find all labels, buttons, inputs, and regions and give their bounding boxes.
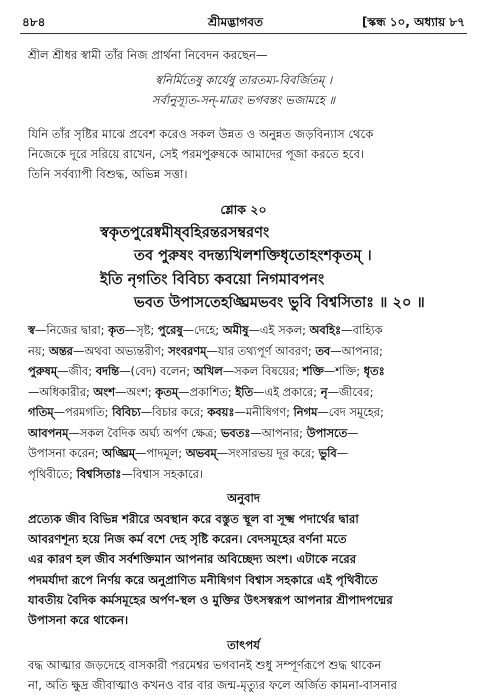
synonyms-block: [28, 320, 465, 484]
synonym-word: কৃত: [108, 323, 125, 337]
synonym-gloss: —অধিকারীর;: [28, 384, 94, 399]
synonym-gloss: উপাসনা করেন;: [28, 446, 103, 460]
translation-line: যাবতীয় বৈদিক কর্মসমূহের অর্পণ-স্থল ও মুক্তির উৎসস্বরূপ আপনার শ্রীপাদপদ্মের: [28, 592, 393, 607]
synonym-word: অংশ: [93, 384, 115, 399]
synonym-word: পুরুষম্: [28, 364, 58, 378]
synonym-gloss: —পরমগতি;: [53, 405, 113, 419]
body-paragraph: [28, 124, 465, 184]
synonym-gloss: —পাদমূল;: [135, 446, 186, 460]
synonym-gloss: —নিজের দ্বারা;: [34, 323, 109, 337]
synonym-gloss: —বাহ্যিক: [341, 323, 383, 337]
paragraph-line: যিনি তাঁর সৃষ্টির মাঝে প্রবেশ করেও সকল উন্নত ও অনুন্নত জড়বিন্যাস থেকে: [28, 127, 374, 141]
synonym-gloss: —আপনার;: [330, 343, 383, 358]
synonym-gloss: —সকল বৈদিক অর্ঘ্য অর্পণ ক্ষেত্র;: [68, 425, 221, 440]
synonym-line: [28, 402, 465, 423]
page-number: ৪৮৪: [22, 15, 46, 29]
translation-line: প্রত্যেক জীব বিভিন্ন শরীরে অবস্থান করে বস্তুত স্থূল বা সূক্ষ্ম পদার্থের দ্বারা: [28, 512, 359, 526]
header-rule: [20, 33, 467, 34]
synonym-word: পুরেষু: [157, 323, 183, 337]
synonym-line: [28, 361, 465, 382]
intro-line: শ্রীল শ্রীধর স্বামী তাঁর নিজ প্রার্থনা নিবেদন করছেন—: [28, 48, 268, 62]
synonym-gloss: —জীবের;: [327, 384, 374, 399]
synonym-gloss: —সৃষ্ট;: [124, 323, 158, 337]
synonym-gloss: —দেহে;: [182, 323, 223, 337]
synonym-word: কবয়ঃ: [207, 405, 235, 419]
verse-line: স্বকৃতপুরেষ্বমীষ্‌বহিরন্তরসম্বরণং: [100, 224, 270, 241]
synonym-line: [28, 423, 465, 444]
paragraph-line: নিজেকে দূরে সরিয়ে রাখেন, সেই পরমপুরুষকে আমাদের পূজা করতে হবে।: [28, 147, 365, 161]
synonym-word: উপাসতে: [306, 425, 348, 440]
synonym-word: নিগম: [293, 405, 318, 419]
synonym-gloss: —(বেদ) বলেন;: [119, 364, 194, 378]
purport-line: বদ্ধ আত্মার জড়দেহে বাসকারী পরমেশ্বর ভগবানই শুধু সম্পূর্ণরূপে শুদ্ধ থাকেন: [28, 658, 382, 672]
paragraph-line: তিনি সর্বব্যাপী বিশুদ্ধ, অভিন্ন সত্তা।: [28, 167, 188, 181]
verse-line: তব পুরুষং বদন্ত্যখিলশক্তিধৃতোহংশকৃতম্ ।: [134, 247, 372, 264]
synonym-word: স্ব: [28, 323, 35, 337]
synonym-word: ভবতঃ: [220, 425, 251, 440]
synonym-word: নৃ: [320, 384, 328, 399]
synonym-gloss: —যার তথ্যপূর্ণ আবরণ;: [206, 343, 316, 358]
prayer-line: সর্বানুস্যূত-সন্-মাত্রং ভগবন্তং ভজামহে ॥: [151, 93, 336, 107]
synonym-gloss: —মনীষিগণ;: [234, 405, 294, 419]
synonym-word: কৃতম্: [155, 384, 179, 399]
prayer-line: স্বনির্মিতেষু কার্যেষু তারতম্য-বিবর্জিতম্ ।: [154, 73, 333, 87]
synonym-gloss: —বিশ্বাস সহকারে।: [121, 466, 204, 481]
chapter-reference: [স্কন্ধ ১০, অধ্যায় ৮৭: [361, 15, 465, 29]
synonym-word: অভবম্: [185, 446, 217, 460]
translation-line: এর কারণ হল জীব সর্বশক্তিমান আপনার অবিচ্ছেদ্য অংশ। এটাকে নরের: [28, 552, 357, 567]
synonym-word: অমীষু: [222, 323, 249, 337]
synonym-word: গতিম্: [28, 405, 54, 419]
synonym-line: [28, 464, 465, 485]
synonym-gloss: —সকল বিষয়ের;: [222, 364, 303, 378]
verse-heading: শ্লোক ২০: [220, 202, 267, 217]
synonym-gloss: —: [336, 446, 349, 460]
synonym-gloss: —বেদ সমূহের;: [317, 405, 384, 419]
synonym-word: সংবরণম্: [168, 343, 207, 358]
synonym-gloss: নয়;: [28, 343, 49, 358]
synonym-word: তব: [315, 343, 331, 358]
running-header: [0, 14, 487, 32]
translation-line: উপাসনা করে থাকেন।: [28, 613, 129, 628]
synonym-gloss: —সংসারভয় দূর করে;: [216, 446, 319, 460]
verse-line: ইতি নৃগতিং বিবিচ্য কবয়ো নিগমাবপনং: [100, 271, 325, 288]
synonym-gloss: —আপনার;: [250, 425, 307, 440]
translation-block: [28, 509, 465, 630]
synonym-word: অন্তর: [48, 343, 73, 358]
synonym-word: ভুবি: [318, 446, 337, 460]
synonym-line: [28, 443, 465, 464]
synonym-gloss: —বিচার করে;: [140, 405, 208, 419]
synonym-line: [28, 341, 465, 362]
purport-block: [28, 655, 465, 695]
synonym-word: বদন্তি: [95, 364, 120, 378]
synonym-word: বিবিচ্য: [112, 405, 141, 419]
purport-line: না, অতি ক্ষুদ্র জীবাত্মাও কখনও বার বার জন্ম-মৃত্যুর ফলে অর্জিত কামনা-বাসনার: [28, 678, 398, 692]
translation-line: পদমর্যাদা রূপে নির্ণয় করে অনুপ্রাণিত মনীষিগণ বিশ্বাস সহকারে এই পৃথিবীতে: [28, 572, 378, 587]
synonym-line: [28, 382, 465, 403]
synonym-gloss: —অথবা অভ্যন্তরীণ;: [72, 343, 169, 358]
synonym-gloss: পৃথিবীতে;: [28, 466, 77, 481]
synonym-gloss: —জীব;: [57, 364, 96, 378]
translation-heading: অনুবাদ: [227, 491, 260, 505]
synonym-line: [28, 320, 465, 341]
synonym-gloss: —প্রকাশিত;: [178, 384, 236, 399]
synonym-word: ধৃতঃ: [363, 364, 385, 378]
synonym-gloss: —অংশ;: [114, 384, 156, 399]
synonym-word: ইতি: [235, 384, 254, 399]
synonym-word: অঙ্ঘ্রিম্: [102, 446, 136, 460]
synonym-word: শক্তি: [302, 364, 324, 378]
translation-line: আবরণশূন্য হয়ে নিজ কর্ম বশে দেহ সৃষ্টি করেন। বেদসমূহের বর্ণনা মতে: [28, 532, 347, 547]
synonym-word: বিশ্বসিতাঃ: [76, 466, 122, 481]
synonym-word: আবপনম্: [28, 425, 69, 440]
purport-heading: তাৎপর্য: [227, 638, 260, 652]
prayer-verse: [0, 70, 487, 110]
synonym-gloss: —এই সকল;: [248, 323, 310, 337]
synonym-gloss: —এই প্রকারে;: [253, 384, 321, 399]
verse-line: ভবত উপাসতেহঙ্ঘ্রিমভবং ভুবি বিশ্বসিতাঃ ॥ ২০ ॥: [134, 294, 425, 311]
synonym-gloss: —শক্তি;: [323, 364, 364, 378]
synonym-word: অবহিঃ: [309, 323, 342, 337]
synonym-word: অখিল: [193, 364, 223, 378]
synonym-gloss: —: [347, 425, 359, 440]
book-title: শ্রীমদ্ভাগবত: [208, 15, 264, 29]
